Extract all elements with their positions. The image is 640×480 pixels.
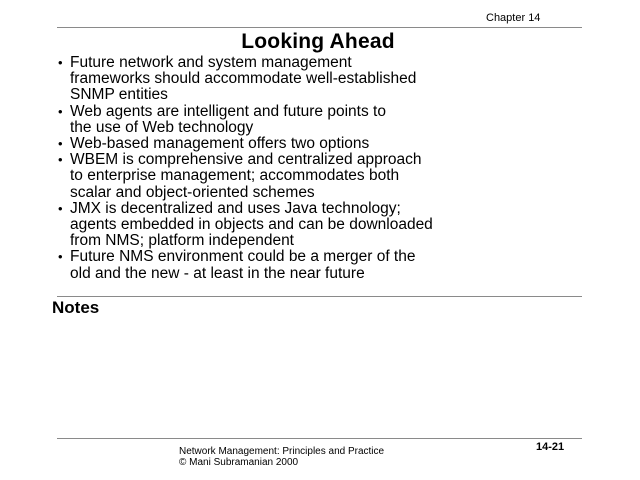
bullet-item: [58, 249, 638, 281]
bullet-dot-icon: •: [58, 249, 63, 265]
footer-credits: [179, 446, 384, 468]
bullet-item: [58, 152, 638, 201]
bullet-dot-icon: •: [58, 136, 63, 152]
bullet-item: [58, 104, 638, 136]
footer-book-title: Network Management: Principles and Practice: [179, 446, 385, 457]
bullet-list: [58, 55, 638, 282]
chapter-label: Chapter 14: [486, 12, 541, 24]
bullet-item: [58, 201, 638, 250]
bullet-line: the use of Web technology: [70, 118, 254, 136]
footer-divider: [57, 438, 582, 439]
bullet-line: JMX is decentralized and uses Java technology;: [70, 199, 401, 217]
bullet-dot-icon: •: [58, 55, 63, 70]
notes-divider: [57, 296, 582, 297]
bullet-dot-icon: •: [58, 103, 63, 119]
bullet-line: Web agents are intelligent and future points to: [70, 102, 386, 120]
bullet-dot-icon: •: [58, 200, 63, 216]
page-number: 14-21: [536, 441, 565, 453]
bullet-line: Future network and system management: [70, 54, 352, 71]
notes-heading: Notes: [52, 298, 100, 317]
bullet-line: frameworks should accommodate well-established: [70, 70, 417, 88]
bullet-item: [58, 55, 638, 104]
header-divider: [57, 27, 582, 28]
bullet-line: old and the new - at least in the near future: [70, 264, 365, 282]
bullet-line: Web-based management offers two options: [70, 135, 370, 153]
bullet-item: [58, 136, 638, 152]
bullet-line: SNMP entities: [70, 86, 168, 104]
bullet-line: to enterprise management; accommodates both: [70, 167, 400, 185]
bullet-line: Future NMS environment could be a merger of the: [70, 248, 416, 266]
footer-copyright: © Mani Subramanian 2000: [179, 457, 299, 468]
bullet-line: from NMS; platform independent: [70, 232, 294, 250]
bullet-dot-icon: •: [58, 152, 63, 168]
bullet-line: scalar and object-oriented schemes: [70, 183, 315, 201]
bullet-line: agents embedded in objects and can be downloaded: [70, 216, 433, 234]
bullet-line: WBEM is comprehensive and centralized approach: [70, 151, 422, 169]
slide-title: Looking Ahead: [241, 30, 395, 53]
